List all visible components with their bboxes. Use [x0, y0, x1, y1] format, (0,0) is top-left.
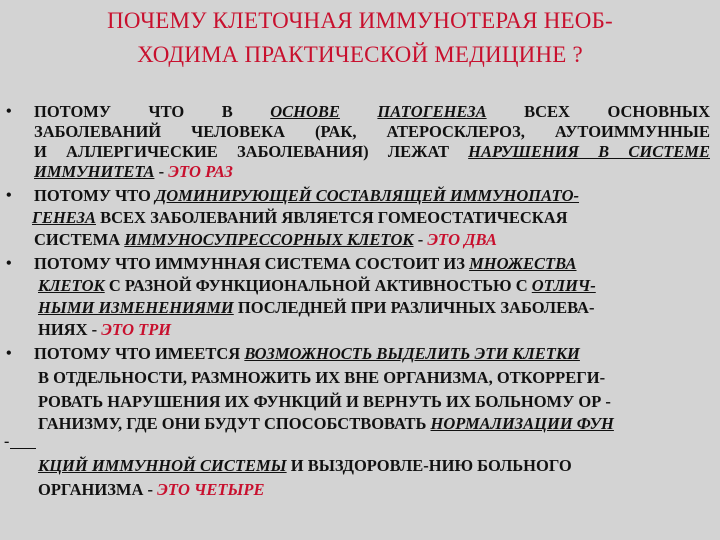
p4-line-6: ОРГАНИЗМА - ЭТО ЧЕТЫРЕ [38, 480, 265, 499]
title-line-1: ПОЧЕМУ КЛЕТОЧНАЯ ИММУНОТЕРАЯ НЕОБ- [107, 8, 613, 33]
emph-narusheniya: НАРУШЕНИЯ В СИСТЕМЕ [468, 142, 710, 161]
emph-kletok: КЛЕТОК [38, 276, 105, 295]
emph-vozmozhnost: ВОЗМОЖНОСТЬ ВЫДЕЛИТЬ ЭТИ КЛЕТКИ [244, 344, 580, 363]
conclusion-4: ЭТО ЧЕТЫРЕ [157, 480, 265, 499]
emph-osnove: ОСНОВЕ [270, 102, 340, 121]
bullet-4: • [6, 345, 12, 362]
p1-line-1: ПОТОМУ ЧТО В ОСНОВЕ ПАТОГЕНЕЗА ВСЕХ ОСНОВНЫХ [34, 102, 711, 121]
p2-line-1: ПОТОМУ ЧТО ДОМИНИРУЮЩЕЙ СОСТАВЛЯЩЕЙ ИММУНОПАТО- [34, 186, 580, 205]
emph-izmeneniyami: НЫМИ ИЗМЕНЕНИЯМИ [38, 298, 234, 317]
emph-otlich: ОТЛИЧ- [531, 276, 596, 295]
conclusion-1: ЭТО РАЗ [168, 162, 233, 181]
title-line-2: ХОДИМА ПРАКТИЧЕСКОЙ МЕДИЦИНЕ ? [137, 42, 583, 67]
p4-line-1: ПОТОМУ ЧТО ИМЕЕТСЯ ВОЗМОЖНОСТЬ ВЫДЕЛИТЬ ЭТИ КЛЕТКИ [34, 344, 580, 363]
p1-line-3: И АЛЛЕРГИЧЕСКИЕ ЗАБОЛЕВАНИЯ) ЛЕЖАТ НАРУШЕНИЯ В СИСТЕМЕ [34, 142, 710, 161]
p3-line-1: ПОТОМУ ЧТО ИММУННАЯ СИСТЕМА СОСТОИТ ИЗ МНОЖЕСТВА [34, 254, 577, 273]
emph-normalizatsii: НОРМАЛИЗАЦИИ ФУН [430, 414, 614, 433]
p2-line-2: ГЕНЕЗА ВСЕХ ЗАБОЛЕВАНИЙ ЯВЛЯЕТСЯ ГОМЕОСТАТИЧЕСКАЯ [32, 208, 568, 227]
emph-dominiruyushchey: ДОМИНИРУЮЩЕЙ СОСТАВЛЯЩЕЙ ИММУНОПАТО- [154, 186, 580, 205]
p4-line-3: РОВАТЬ НАРУШЕНИЯ ИХ ФУНКЦИЙ И ВЕРНУТЬ ИХ БОЛЬНОМУ ОР - [38, 392, 611, 411]
conclusion-3: ЭТО ТРИ [101, 320, 172, 339]
p1-line-2: ЗАБОЛЕВАНИЙ ЧЕЛОВЕКА (РАК, АТЕРОСКЛЕРОЗ, АУТОИММУННЫЕ [34, 122, 710, 141]
emph-mnozhestva: МНОЖЕСТВА [469, 254, 577, 273]
p3-line-3: НЫМИ ИЗМЕНЕНИЯМИ ПОСЛЕДНЕЙ ПРИ РАЗЛИЧНЫХ ЗАБОЛЕВА- [38, 298, 595, 317]
hyphen-mark: - [4, 433, 10, 450]
bullet-1: • [6, 103, 12, 120]
p3-line-4: НИЯХ - ЭТО ТРИ [38, 320, 172, 339]
emph-immuniteta: ИММУНИТЕТА [34, 162, 155, 181]
p2-line-3: СИСТЕМА ИММУНОСУПРЕССОРНЫХ КЛЕТОК - ЭТО ДВА [34, 230, 497, 249]
bullet-3: • [6, 255, 12, 272]
p3-line-2: КЛЕТОК С РАЗНОЙ ФУНКЦИОНАЛЬНОЙ АКТИВНОСТЬЮ С ОТЛИЧ- [38, 276, 596, 295]
bullet-2: • [6, 187, 12, 204]
p4-line-5: КЦИЙ ИММУННОЙ СИСТЕМЫ И ВЫЗДОРОВЛЕ-НИЮ БОЛЬНОГО [38, 456, 572, 475]
conclusion-2: ЭТО ДВА [427, 230, 497, 249]
p4-line-2: В ОТДЕЛЬНОСТИ, РАЗМНОЖИТЬ ИХ ВНЕ ОРГАНИЗМА, ОТКОРРЕГИ- [38, 368, 606, 387]
emph-geneza: ГЕНЕЗА [32, 208, 96, 227]
slide-title [0, 4, 720, 72]
emph-immunosupressornykh: ИММУНОСУПРЕССОРНЫХ КЛЕТОК [124, 230, 414, 249]
emph-patogeneza: ПАТОГЕНЕЗА [377, 102, 487, 121]
emph-ktsiy: КЦИЙ ИММУННОЙ СИСТЕМЫ [38, 456, 287, 475]
p1-line-4: ИММУНИТЕТА - ЭТО РАЗ [34, 162, 233, 181]
p4-line-4: ГАНИЗМУ, ГДЕ ОНИ БУДУТ СПОСОБСТВОВАТЬ НОРМАЛИЗАЦИИ ФУН [38, 414, 614, 433]
